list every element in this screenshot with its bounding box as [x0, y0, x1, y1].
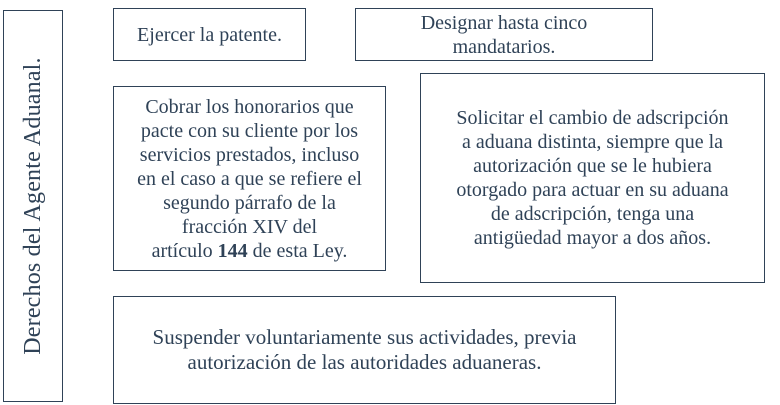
solicitar-line-4: otorgado para actuar en su aduana — [456, 179, 729, 201]
designar-text — [421, 11, 588, 59]
cobrar-line-4: en el caso a que se refiere el — [137, 167, 362, 190]
suspender-text — [153, 325, 577, 375]
designar-line-1: Designar hasta cinco — [420, 11, 588, 34]
solicitar-line-3: autorización que se le hubiera — [473, 155, 712, 177]
solicitar-line-6: antigüedad mayor a dos años. — [473, 227, 712, 249]
cobrar-text — [137, 95, 362, 263]
right-ejercer-patente-box — [113, 8, 306, 61]
right-solicitar-cambio-box — [420, 73, 765, 283]
suspender-line-1: Suspender voluntariamente sus actividades, previa — [152, 325, 577, 349]
cobrar-line-3: servicios prestados, incluso — [139, 143, 360, 166]
solicitar-line-1: Solicitar el cambio de adscripción — [456, 107, 729, 129]
side-title-box — [3, 10, 63, 402]
cobrar-line-1: Cobrar los honorarios que — [145, 95, 354, 118]
ejercer-text: Ejercer la patente. — [137, 23, 282, 46]
solicitar-line-5: de adscripción, tenga una — [490, 203, 695, 225]
article-number: 144 — [217, 239, 248, 262]
cobrar-line-7-post: de esta Ley. — [247, 239, 348, 262]
designar-line-2: mandatarios. — [452, 35, 556, 58]
right-suspender-actividades-box — [113, 296, 616, 404]
right-designar-mandatarios-box — [355, 8, 653, 61]
cobrar-line-6: fracción XIV del — [181, 215, 318, 238]
solicitar-text — [456, 106, 728, 250]
cobrar-line-7 — [152, 240, 348, 262]
suspender-line-2: autorización de las autoridades aduaneras. — [187, 350, 542, 374]
cobrar-line-7-pre: artículo — [151, 239, 218, 262]
cobrar-line-2: pacte con su cliente por los — [140, 119, 359, 142]
solicitar-line-2: a aduana distinta, siempre que la — [461, 131, 723, 153]
cobrar-line-5: segundo párrafo de la — [163, 191, 336, 214]
side-title-text: Derechos del Agente Aduanal. — [20, 57, 47, 355]
right-cobrar-honorarios-box — [113, 86, 386, 271]
